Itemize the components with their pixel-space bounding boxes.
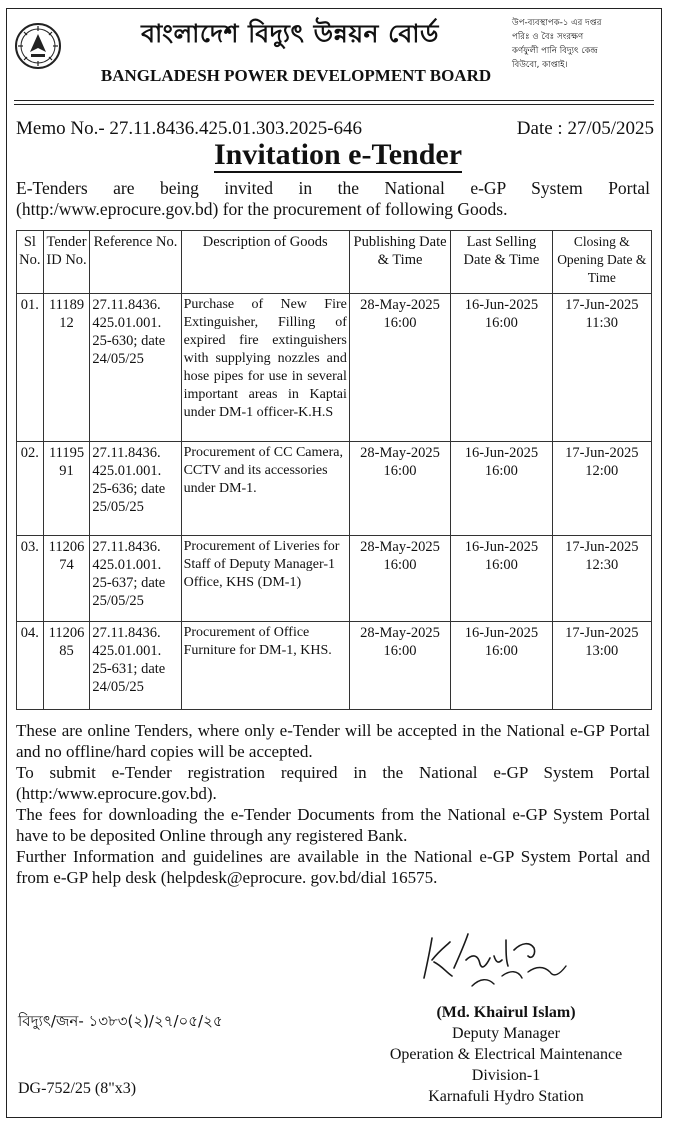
- intro-line-2: (http:/www.eprocure.gov.bd) for the procurement of following Goods.: [16, 199, 508, 219]
- sell-time: 16:00: [484, 463, 518, 479]
- note-paragraph: Further Information and guidelines are available in the National e-GP System Portal and from e-GP help desk (helpdesk@eprocure. gov.bd/dial 16575.: [16, 847, 650, 887]
- memo-date: Date : 27/05/2025: [516, 118, 654, 139]
- cell-publishing: [349, 622, 450, 710]
- handwritten-signature: [410, 920, 590, 990]
- cell-reference: 27.11.8436. 425.01.001. 25-630; date 24/05/25: [90, 294, 181, 442]
- signatory-name: (Md. Khairul Islam): [436, 1004, 576, 1021]
- office-address: [512, 16, 658, 72]
- col-header-closing: Closing & Opening Date & Time: [552, 231, 651, 294]
- cell-sl: 02.: [17, 442, 44, 536]
- office-line: বিউবো, কাপ্তাই।: [512, 60, 568, 70]
- cell-publishing: [349, 294, 450, 442]
- dg-reference: DG-752/25 (8"x3): [18, 1080, 137, 1097]
- cell-publishing: [349, 536, 450, 622]
- bangla-reference: বিদ্যুৎ/জন- ১৩৮৩(২)/২৭/০৫/২৫: [18, 1012, 223, 1030]
- bangla-org-title: বাংলাদেশ বিদ্যুৎ উন্নয়ন বোর্ড: [141, 19, 439, 48]
- sell-date: 16-Jun-2025: [464, 445, 539, 461]
- header-divider-second: [14, 104, 654, 105]
- office-line: উপ-ব্যবস্থাপক-১ এর দপ্তর: [512, 18, 602, 28]
- cell-description: Procurement of Liveries for Staff of Deputy Manager-1 Office, KHS (DM-1): [181, 536, 349, 622]
- intro-line-1: E-Tenders are being invited in the National e-GP System Portal: [16, 178, 650, 198]
- close-time: 12:00: [585, 463, 619, 479]
- cell-publishing: [349, 442, 450, 536]
- office-line: পরিঃ ও বৈঃ সংরক্ষণ: [512, 32, 584, 42]
- cell-sl: 03.: [17, 536, 44, 622]
- office-line: কর্ণফুলী পানি বিদ্যুৎ কেন্দ্র: [512, 46, 598, 56]
- cell-reference: 27.11.8436. 425.01.001. 25-631; date 24/05/25: [90, 622, 181, 710]
- pub-date: 28-May-2025: [360, 445, 440, 461]
- bpdb-logo-icon: [14, 22, 62, 70]
- cell-sl: 04.: [17, 622, 44, 710]
- sell-date: 16-Jun-2025: [464, 297, 539, 313]
- cell-description: Procurement of CC Camera, CCTV and its accessories under DM-1.: [181, 442, 349, 536]
- close-time: 12:30: [585, 557, 619, 573]
- tender-table: [16, 230, 652, 710]
- pub-date: 28-May-2025: [360, 625, 440, 641]
- sell-date: 16-Jun-2025: [464, 539, 539, 555]
- signatory-department: Operation & Electrical Maintenance: [389, 1046, 623, 1063]
- close-date: 17-Jun-2025: [565, 297, 639, 313]
- cell-closing: [552, 622, 651, 710]
- col-header-description: Description of Goods: [181, 231, 349, 294]
- close-time: 13:00: [585, 643, 619, 659]
- col-header-publishing: Publishing Date & Time: [349, 231, 450, 294]
- table-header-row: [17, 231, 652, 294]
- close-date: 17-Jun-2025: [565, 625, 639, 641]
- intro-paragraph: [16, 178, 650, 220]
- cell-tender-id: 11206 85: [43, 622, 90, 710]
- col-header-tender-id: Tender ID No.: [43, 231, 90, 294]
- pub-date: 28-May-2025: [360, 297, 440, 313]
- table-row: [17, 536, 652, 622]
- cell-reference: 27.11.8436. 425.01.001. 25-636; date 25/05/25: [90, 442, 181, 536]
- pub-time: 16:00: [383, 557, 417, 573]
- note-paragraph: To submit e-Tender registration required in the National e-GP System Portal (http:/www.eprocure.gov.bd).: [16, 763, 650, 803]
- table-row: [17, 442, 652, 536]
- memo-number: Memo No.- 27.11.8436.425.01.303.2025-646: [16, 118, 363, 139]
- cell-tender-id: 11206 74: [43, 536, 90, 622]
- sell-time: 16:00: [484, 557, 518, 573]
- table-row: [17, 294, 652, 442]
- english-org-title: BANGLADESH POWER DEVELOPMENT BOARD: [100, 66, 492, 85]
- cell-last-selling: [451, 622, 552, 710]
- cell-last-selling: [451, 536, 552, 622]
- pub-time: 16:00: [383, 643, 417, 659]
- cell-closing: [552, 294, 651, 442]
- cell-last-selling: [451, 294, 552, 442]
- cell-description: Procurement of Office Furniture for DM-1, KHS.: [181, 622, 349, 710]
- signatory-designation: Deputy Manager: [452, 1025, 560, 1042]
- signatory-block: [356, 1002, 656, 1107]
- pub-time: 16:00: [383, 463, 417, 479]
- pub-time: 16:00: [383, 315, 417, 331]
- sell-time: 16:00: [484, 643, 518, 659]
- header-divider: [14, 100, 654, 101]
- cell-description: Purchase of New Fire Extinguisher, Filling of expired fire extinguishers with supplying nozzles and hose pipes for use in several important areas in Kaptai under DM-1 officer-K.H.S: [181, 294, 349, 442]
- signatory-division: Division-1: [471, 1067, 541, 1084]
- col-header-reference: Reference No.: [90, 231, 181, 294]
- cell-closing: [552, 442, 651, 536]
- page-title: [0, 138, 676, 172]
- sell-date: 16-Jun-2025: [464, 625, 539, 641]
- note-paragraph: These are online Tenders, where only e-Tender will be accepted in the National e-GP Portal and no offline/hard copies will be accepted.: [16, 721, 650, 761]
- cell-last-selling: [451, 442, 552, 536]
- page-title-text: Invitation e-Tender: [213, 138, 463, 171]
- table-row: [17, 622, 652, 710]
- col-header-sl: Sl No.: [17, 231, 44, 294]
- note-paragraph: The fees for downloading the e-Tender Documents from the National e-GP System Portal have to be deposited Online through any registered Bank.: [16, 805, 650, 845]
- signatory-station: Karnafuli Hydro Station: [428, 1088, 584, 1105]
- cell-sl: 01.: [17, 294, 44, 442]
- sell-time: 16:00: [484, 315, 518, 331]
- close-date: 17-Jun-2025: [565, 445, 639, 461]
- cell-tender-id: 11195 91: [43, 442, 90, 536]
- col-header-last-selling: Last Selling Date & Time: [451, 231, 552, 294]
- cell-tender-id: 11189 12: [43, 294, 90, 442]
- cell-closing: [552, 536, 651, 622]
- tender-notes: [16, 720, 650, 888]
- close-time: 11:30: [585, 315, 619, 331]
- cell-reference: 27.11.8436. 425.01.001. 25-637; date 25/05/25: [90, 536, 181, 622]
- close-date: 17-Jun-2025: [565, 539, 639, 555]
- pub-date: 28-May-2025: [360, 539, 440, 555]
